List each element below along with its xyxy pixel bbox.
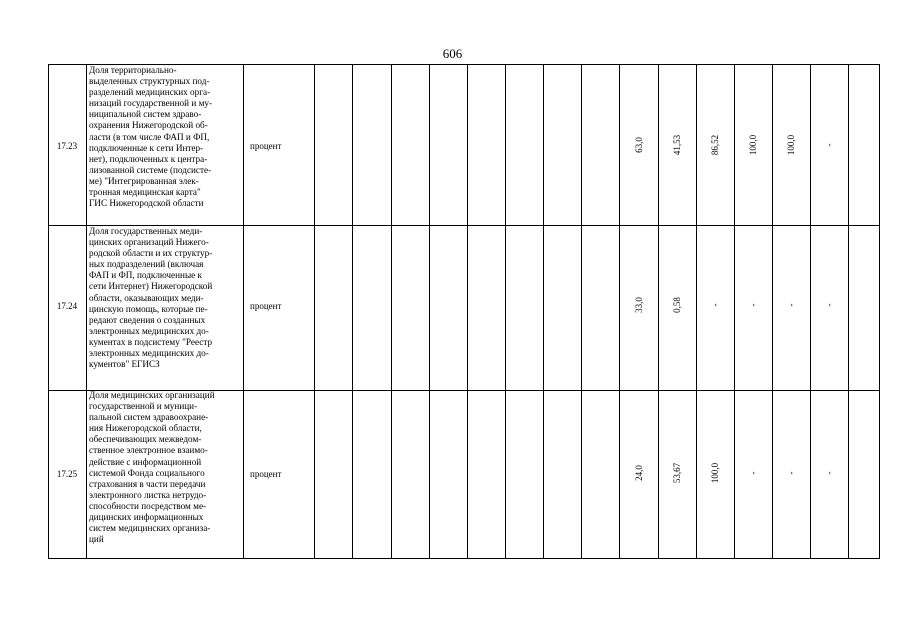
column-divider: [696, 64, 697, 559]
value-cell: -: [748, 303, 758, 307]
indicator-description: Доля государственных меди- цинских организаций Нижего- родской области и их структур- ных подразделений (включая ФАП и ФП, подключенные к сети Интернет) Нижегородской области, оказывающих меди- цинскую помощь, которые пе- редают сведения о созданных электронных медицинских до- кументах в подсистему "Реестр электронных медицинских до- кументов" ЕГИСЗ: [89, 226, 213, 370]
column-divider: [429, 64, 430, 559]
column-divider: [772, 64, 773, 559]
value-cell: 33,0: [634, 297, 644, 313]
column-divider: [879, 64, 880, 559]
column-divider: [581, 64, 582, 559]
page-number: 606: [442, 46, 463, 61]
value-cell: 86,52: [710, 134, 720, 156]
value-cell: -: [786, 471, 796, 475]
value-cell: -: [824, 303, 834, 307]
value-cell: 63,0: [634, 137, 644, 153]
value-cell: 0,58: [672, 297, 682, 313]
indicator-table: [48, 64, 880, 559]
indicator-description: Доля медицинских организаций государственной и муници- пальной систем здравоохране- ния Нижегородской области, обеспечивающих межведом- ственное электронное взаимо- действие с информационной системой Фонда социального страхования в части передачи электронного листка нетрудо- способности посредством ме- дицинских информационных систем медицинских организа- ций: [89, 390, 215, 545]
value-cell: 41,53: [672, 134, 682, 156]
column-divider: [658, 64, 659, 559]
value-cell: 100,0: [786, 134, 796, 156]
value-cell: -: [824, 143, 834, 147]
column-divider: [352, 64, 353, 559]
table-border-bottom: [48, 558, 880, 559]
value-cell: -: [786, 303, 796, 307]
column-divider: [391, 64, 392, 559]
column-divider: [48, 64, 49, 559]
row-number: 17.25: [56, 469, 78, 479]
column-divider: [467, 64, 468, 559]
unit-label: процент: [250, 469, 282, 479]
column-divider: [734, 64, 735, 559]
column-divider: [848, 64, 849, 559]
row-number: 17.24: [56, 301, 78, 311]
value-cell: 24,0: [634, 465, 644, 481]
column-divider: [86, 64, 87, 559]
indicator-description: Доля территориально- выделенных структурных под- разделений медицинских орга- низаций государственной и му- ниципальной систем здраво- охранения Нижегородской об- ласти (в том числе ФАП и ФП, подключенные к сети Интер- нет), подключенных к центра- лизованной системе (подсисте- ме) "Интегрированная элек- тронная медицинская карта" ГИС Нижегородской области: [89, 65, 213, 209]
row-number: 17.23: [56, 141, 78, 151]
value-cell: -: [824, 471, 834, 475]
column-divider: [314, 64, 315, 559]
value-cell: 100,0: [748, 134, 758, 156]
column-divider: [505, 64, 506, 559]
value-cell: -: [748, 471, 758, 475]
unit-label: процент: [250, 301, 282, 311]
column-divider: [243, 64, 244, 559]
value-cell: -: [710, 303, 720, 307]
value-cell: 100,0: [710, 462, 720, 484]
column-divider: [810, 64, 811, 559]
column-divider: [619, 64, 620, 559]
unit-label: процент: [250, 141, 282, 151]
column-divider: [543, 64, 544, 559]
value-cell: 53,67: [672, 462, 682, 484]
